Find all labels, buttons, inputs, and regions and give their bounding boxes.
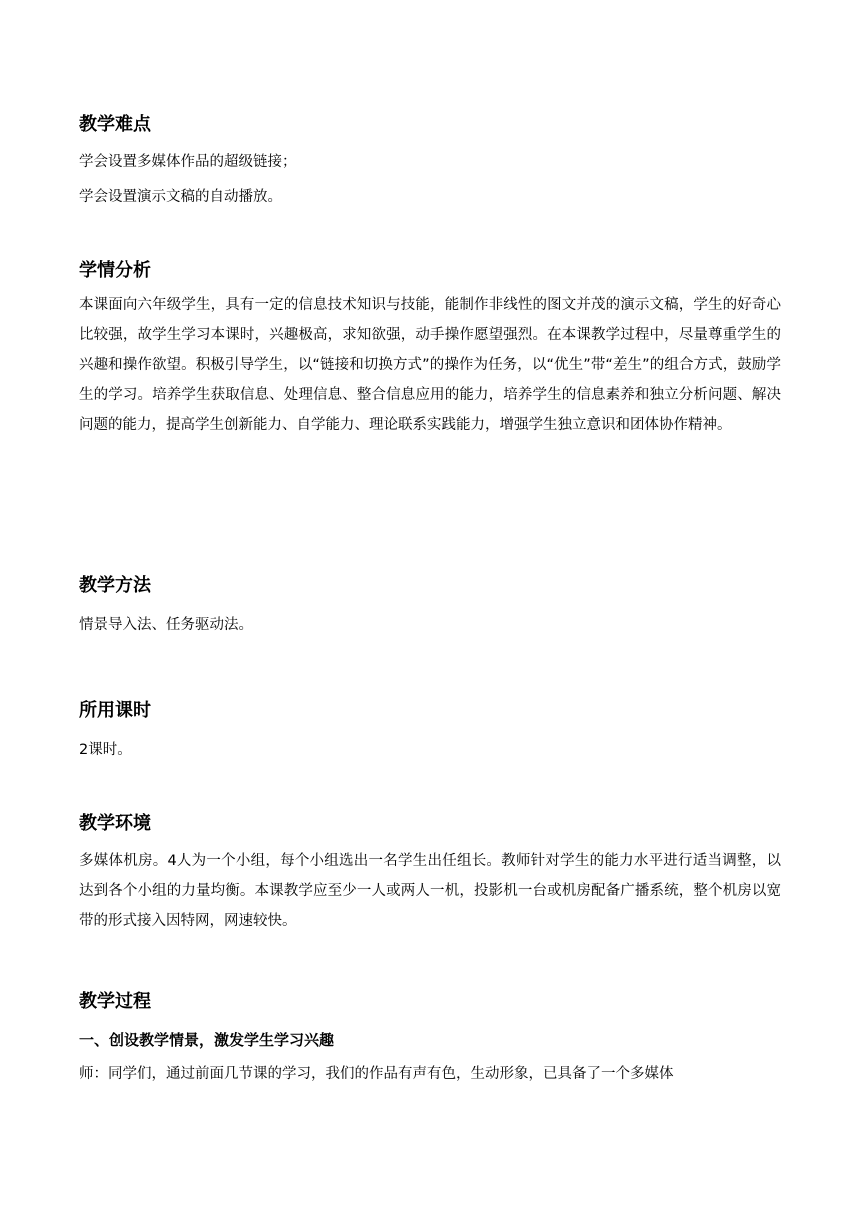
heading-student-analysis: 学情分析 <box>79 260 151 281</box>
process-subheading: 一、创设教学情景，激发学生学习兴趣 <box>79 1031 335 1049</box>
heading-teaching-difficulty: 教学难点 <box>79 114 151 135</box>
difficulty-line-1: 学会设置多媒体作品的超级链接； <box>79 154 297 170</box>
process-paragraph: 师：同学们，通过前面几节课的学习，我们的作品有声有色，生动形象，已具备了一个多媒体 <box>79 1066 674 1082</box>
heading-teaching-process: 教学过程 <box>79 991 151 1012</box>
environment-paragraph: 多媒体机房。4人为一个小组，每个小组选出一名学生出任组长。教师针对学生的能力水平进行适当调整，以达到各个小组的力量均衡。本课教学应至少一人或两人一机，投影机一台或机房配备广播系统，整个机房以宽带的形式接入因特网，网速较快。 <box>79 853 781 929</box>
analysis-paragraph: 本课面向六年级学生，具有一定的信息技术知识与技能，能制作非线性的图文并茂的演示文稿，学生的好奇心比较强，故学生学习本课时，兴趣极高，求知欲强，动手操作愿望强烈。在本课教学过程中，尽量尊重学生的兴趣和操作欲望。积极引导学生，以“链接和切换方式”的操作为任务，以“优生”带“差生”的组合方式，鼓励学生的学习。培养学生获取信息、处理信息、整合信息应用的能力，培养学生的信息素养和独立分析问题、解决问题的能力，提高学生创新能力、自学能力、理论联系实践能力，增强学生独立意识和团体协作精神。 <box>79 297 781 433</box>
heading-teaching-method: 教学方法 <box>79 575 151 596</box>
difficulty-line-2: 学会设置演示文稿的自动播放。 <box>79 189 282 205</box>
heading-class-hours: 所用课时 <box>79 700 151 721</box>
method-paragraph: 情景导入法、任务驱动法。 <box>79 617 253 633</box>
hours-paragraph: 2课时。 <box>79 742 132 758</box>
heading-teaching-environment: 教学环境 <box>79 813 151 834</box>
